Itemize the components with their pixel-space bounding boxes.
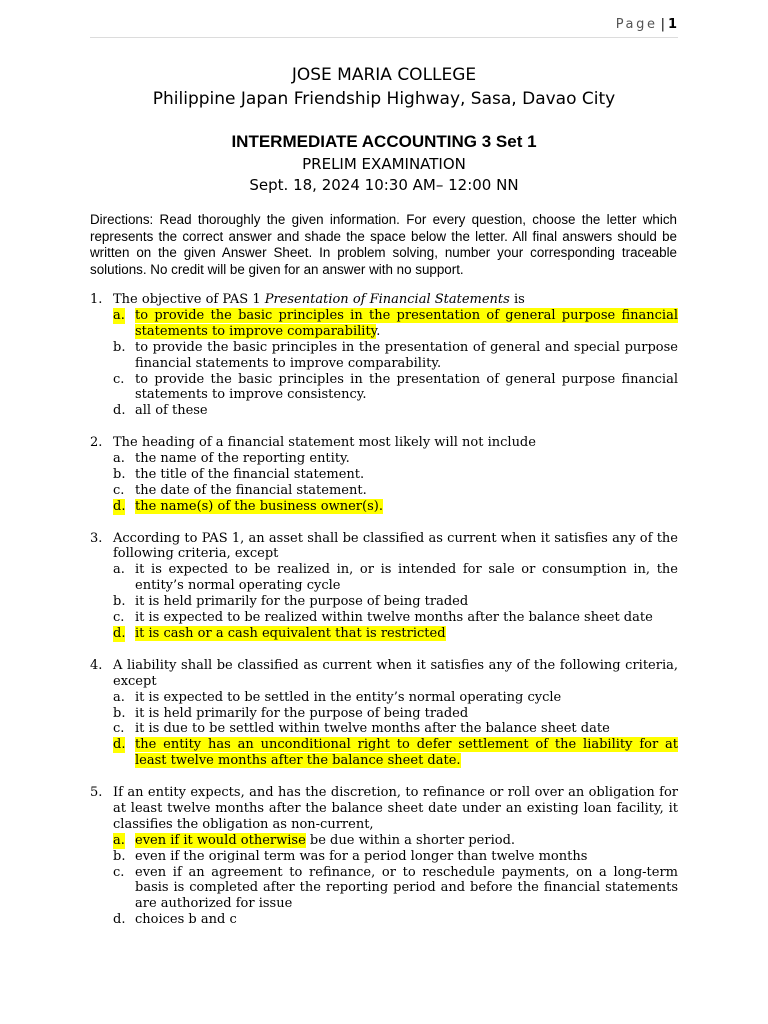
exam-date: Sept. 18, 2024 10:30 AM– 12:00 NN [249, 176, 519, 194]
choice-a [113, 308, 678, 340]
choice-letter: b. [113, 705, 126, 721]
question-text-italic: Presentation of Financial Statements [264, 292, 510, 307]
choice-letter: b. [113, 594, 126, 610]
choice-a [113, 833, 678, 849]
question-number: 3. [90, 530, 103, 546]
choice-text: it is due to be settled within twelve months after the balance sheet date [135, 721, 610, 737]
question-number: 2. [90, 435, 103, 451]
question-list [90, 292, 678, 944]
page-number-label [616, 17, 677, 32]
choice-d [113, 403, 678, 419]
page-number: 1 [667, 17, 677, 32]
choice-letter: c. [113, 864, 125, 880]
choice-letter: c. [113, 482, 125, 498]
choice-text: the name of the reporting entity. [135, 451, 350, 467]
choice-text: even if the original term was for a period longer than twelve months [135, 848, 588, 864]
choice-text: even if an agreement to refinance, or to reschedule payments, on a long-term basis is completed after the reporting period and before the financial statements are authorized for issue [135, 864, 678, 912]
choice-text: be due within a shorter period. [305, 832, 516, 848]
choice-a [113, 451, 678, 467]
choice-text: it is expected to be realized within twelve months after the balance sheet date [135, 610, 653, 626]
choice-text: all of these [135, 403, 208, 419]
choice-text: to provide the basic principles in the presentation of general and special purpose financial statements to improve comparability. [135, 339, 678, 371]
question-number: 5. [90, 785, 103, 801]
choice-b [113, 706, 678, 722]
choice-text: it is expected to be settled in the entity’s normal operating cycle [135, 689, 562, 705]
question-5 [90, 785, 678, 928]
page-separator: | [660, 17, 665, 32]
question-2 [90, 435, 678, 515]
choice-text: the title of the financial statement. [135, 466, 365, 482]
choice-c [113, 721, 678, 737]
choice-letter: b. [113, 339, 126, 355]
choice-b [113, 467, 678, 483]
choice-a [113, 690, 678, 706]
choice-d [113, 626, 678, 642]
choice-letter: a. [113, 451, 125, 467]
choice-c [113, 610, 678, 626]
college-address: Philippine Japan Friendship Highway, Sasa, Davao City [152, 89, 616, 109]
choice-letter: d. [113, 498, 126, 514]
header-rule [90, 37, 678, 38]
choice-letter: d. [113, 737, 126, 753]
question-number: 4. [90, 657, 103, 673]
choice-highlighted-text: even if it would otherwise [135, 832, 306, 848]
choice-b [113, 849, 678, 865]
question-text-tail: is [509, 292, 525, 307]
choice-c [113, 372, 678, 404]
question-text-main: If an entity expects, and has the discretion, to refinance or roll over an obligation for at least twelve months after the balance sheet date under an existing loan facility, it classifies the obligation as non-current, [113, 785, 678, 832]
page-label-text: Page [615, 17, 658, 32]
choice-b [113, 340, 678, 372]
choice-letter: a. [113, 307, 125, 323]
choice-highlighted-text: it is cash or a cash equivalent that is restricted [135, 626, 446, 641]
choice-letter: a. [113, 562, 125, 578]
question-4 [90, 658, 678, 769]
choice-text: the date of the financial statement. [135, 482, 367, 498]
choice-c [113, 483, 678, 499]
directions-text: Directions: Read thoroughly the given information. For every question, choose the letter which represents the correct answer and shade the space below the letter. All final answers should be written on the given Answer Sheet. In problem solving, number your corresponding traceable solutions. No credit will be given for an answer with no support. [90, 212, 677, 277]
question-text [113, 292, 678, 308]
choice-letter: a. [113, 832, 125, 848]
choice-letter: c. [113, 610, 125, 626]
choice-d [113, 912, 678, 928]
choice-letter: d. [113, 403, 126, 419]
choice-highlighted-text: to provide the basic principles in the presentation of general purpose financial statements to improve comparability [135, 307, 678, 339]
choice-d [113, 737, 678, 769]
choice-text: . [376, 323, 381, 339]
choice-text: choices b and c [135, 912, 237, 928]
question-text [113, 531, 678, 563]
college-name: JOSE MARIA COLLEGE [291, 65, 477, 85]
question-text-main: The heading of a financial statement most likely will not include [113, 435, 536, 451]
question-text-main: The objective of PAS 1 [113, 292, 265, 307]
question-text-main: According to PAS 1, an asset shall be classified as current when it satisfies any of the following criteria, except [113, 530, 678, 562]
question-number: 1. [90, 292, 103, 307]
choice-letter: b. [113, 848, 126, 864]
choice-letter: c. [113, 721, 125, 737]
choice-b [113, 594, 678, 610]
choice-text: it is expected to be realized in, or is intended for sale or consumption in, the entity’s normal operating cycle [135, 562, 678, 594]
choice-letter: d. [113, 912, 126, 928]
choice-text: it is held primarily for the purpose of being traded [135, 594, 469, 610]
choice-c [113, 865, 678, 913]
question-text [113, 435, 678, 451]
course-title: INTERMEDIATE ACCOUNTING 3 Set 1 [231, 132, 537, 151]
question-1 [90, 292, 678, 419]
choice-highlighted-text: the name(s) of the business owner(s). [135, 498, 383, 514]
exam-title: PRELIM EXAMINATION [302, 155, 466, 173]
choice-letter: a. [113, 689, 125, 705]
choice-a [113, 562, 678, 594]
question-text [113, 658, 678, 690]
question-text-main: A liability shall be classified as current when it satisfies any of the following criteria, except [113, 657, 678, 689]
choice-letter: d. [113, 626, 126, 641]
choice-letter: c. [113, 371, 125, 387]
choice-text: it is held primarily for the purpose of being traded [135, 705, 469, 721]
choice-text: to provide the basic principles in the presentation of general purpose financial statements to improve consistency. [135, 371, 678, 403]
choice-highlighted-text: the entity has an unconditional right to defer settlement of the liability for at least twelve months after the balance sheet date. [135, 737, 678, 769]
choice-d [113, 499, 678, 515]
question-text [113, 785, 678, 833]
question-3 [90, 531, 678, 642]
choice-letter: b. [113, 466, 126, 482]
